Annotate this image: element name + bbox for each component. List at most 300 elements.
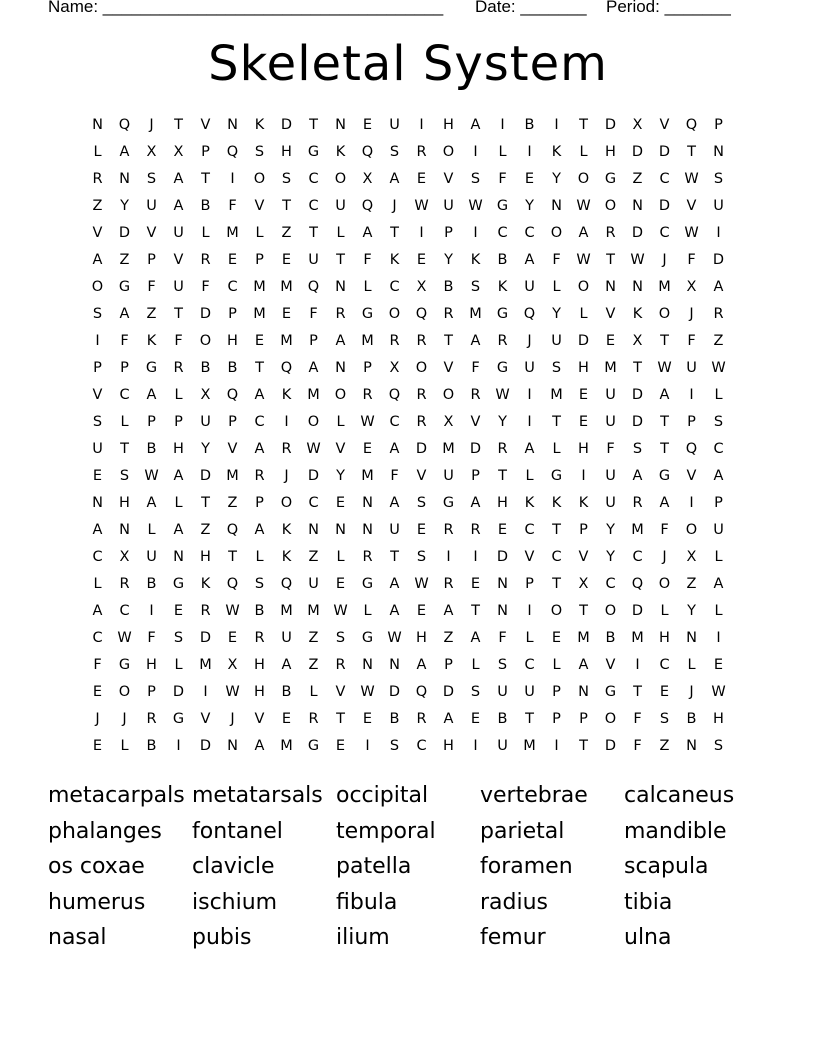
grid-letter: C (524, 657, 535, 673)
grid-letter: G (307, 738, 320, 754)
grid-letter: A (713, 576, 724, 592)
grid-letter: T (201, 495, 210, 511)
worksheet-header (48, 0, 768, 19)
grid-letter: K (146, 333, 157, 349)
grid-letter: O (442, 144, 455, 160)
grid-letter: N (119, 522, 130, 538)
grid-letter: E (362, 117, 373, 133)
grid-letter: X (200, 387, 211, 403)
grid-letter: U (389, 522, 400, 538)
grid-letter: A (524, 441, 535, 457)
grid-letter: M (631, 630, 644, 646)
grid-letter: L (336, 549, 345, 565)
grid-letter: E (362, 441, 373, 457)
grid-letter: G (604, 171, 617, 187)
grid-letter: N (335, 522, 346, 538)
grid-letter: K (281, 522, 292, 538)
grid-letter: D (280, 117, 293, 133)
word-bank-item: occipital (336, 783, 429, 808)
grid-letter: I (284, 414, 289, 430)
grid-letter: Z (227, 495, 238, 511)
grid-letter: D (307, 468, 320, 484)
grid-letter: O (91, 279, 104, 295)
grid-letter: T (174, 117, 183, 133)
grid-letter: L (93, 576, 102, 592)
word-bank-item: vertebrae (480, 783, 588, 808)
grid-letter: U (605, 468, 616, 484)
grid-letter: P (363, 360, 372, 376)
grid-letter: U (200, 414, 211, 430)
grid-letter: U (146, 198, 157, 214)
grid-letter: C (659, 657, 670, 673)
grid-letter: S (335, 630, 346, 646)
grid-letter: V (335, 441, 346, 457)
grid-letter: C (119, 603, 130, 619)
grid-letter: K (551, 495, 562, 511)
grid-letter: E (335, 576, 346, 592)
grid-letter: N (578, 684, 589, 700)
grid-letter: C (92, 549, 103, 565)
grid-letter: U (92, 441, 103, 457)
page-title: Skeletal System (208, 36, 608, 92)
grid-letter: N (389, 657, 400, 673)
grid-letter: Y (606, 522, 615, 538)
grid-letter: O (658, 306, 671, 322)
grid-letter: X (173, 144, 184, 160)
grid-letter: F (633, 738, 642, 754)
grid-letter: X (578, 576, 589, 592)
grid-letter: Q (361, 198, 374, 214)
grid-letter: L (552, 441, 561, 457)
grid-letter: M (253, 279, 266, 295)
grid-letter: D (658, 144, 671, 160)
grid-letter: L (498, 144, 507, 160)
grid-letter: E (254, 333, 265, 349)
grid-letter: A (362, 225, 373, 241)
grid-letter: U (497, 738, 508, 754)
grid-letter: R (119, 576, 130, 592)
grid-letter: P (714, 117, 723, 133)
grid-letter: J (527, 333, 532, 349)
grid-letter: M (280, 603, 293, 619)
grid-letter: N (119, 171, 130, 187)
word-search-grid (84, 112, 732, 760)
grid-letter: D (712, 252, 725, 268)
grid-letter: O (550, 225, 563, 241)
word-bank-item: nasal (48, 925, 107, 950)
grid-letter: U (713, 522, 724, 538)
grid-letter: A (173, 468, 184, 484)
grid-letter: E (281, 252, 292, 268)
grid-letter: E (335, 738, 346, 754)
grid-letter: T (552, 576, 561, 592)
grid-letter: P (444, 657, 453, 673)
grid-letter: I (473, 549, 478, 565)
grid-letter: O (577, 171, 590, 187)
grid-letter: V (659, 117, 670, 133)
grid-letter: P (579, 711, 588, 727)
grid-letter: L (201, 225, 210, 241)
grid-letter: U (173, 279, 184, 295)
grid-letter: E (659, 684, 670, 700)
grid-letter: I (689, 495, 694, 511)
grid-letter: G (307, 144, 320, 160)
grid-letter: G (604, 684, 617, 700)
grid-letter: R (362, 549, 373, 565)
word-bank-item: scapula (624, 854, 709, 879)
grid-letter: L (93, 144, 102, 160)
grid-letter: A (470, 333, 481, 349)
grid-letter: P (552, 684, 561, 700)
grid-letter: G (361, 576, 374, 592)
word-bank-item: fontanel (192, 818, 283, 844)
grid-letter: Q (685, 117, 698, 133)
grid-letter: M (280, 738, 293, 754)
grid-letter: H (146, 657, 157, 673)
grid-letter: C (254, 414, 265, 430)
grid-letter: U (443, 468, 454, 484)
grid-letter: T (606, 252, 615, 268)
grid-letter: T (552, 414, 561, 430)
grid-letter: E (362, 711, 373, 727)
grid-letter: E (416, 603, 427, 619)
grid-letter: J (662, 252, 667, 268)
grid-letter: L (120, 414, 129, 430)
grid-letter: U (524, 360, 535, 376)
word-bank-item: os coxae (48, 854, 145, 879)
grid-letter: Z (281, 225, 292, 241)
grid-letter: O (307, 414, 320, 430)
grid-letter: Q (388, 387, 401, 403)
grid-letter: Q (280, 576, 293, 592)
grid-letter: R (713, 306, 724, 322)
grid-letter: B (389, 711, 400, 727)
grid-letter: O (577, 279, 590, 295)
grid-letter: E (227, 630, 238, 646)
grid-letter: R (605, 225, 616, 241)
grid-letter: H (497, 495, 508, 511)
grid-letter: S (497, 657, 508, 673)
grid-letter: P (93, 360, 102, 376)
grid-letter: D (631, 414, 644, 430)
grid-letter: B (497, 252, 508, 268)
grid-letter: U (686, 360, 697, 376)
grid-letter: C (389, 414, 400, 430)
grid-letter: A (713, 279, 724, 295)
grid-letter: R (443, 306, 454, 322)
grid-letter: A (578, 657, 589, 673)
grid-letter: T (390, 225, 399, 241)
grid-letter: E (578, 387, 589, 403)
grid-letter: H (254, 657, 265, 673)
grid-letter: I (230, 171, 235, 187)
grid-letter: B (200, 198, 211, 214)
grid-letter: M (280, 333, 293, 349)
word-bank-item: radius (480, 889, 549, 915)
grid-letter: K (200, 576, 211, 592)
grid-letter: N (362, 522, 373, 538)
grid-letter: U (146, 549, 157, 565)
grid-letter: H (659, 630, 670, 646)
grid-letter: A (92, 522, 103, 538)
grid-letter: Y (606, 549, 615, 565)
grid-letter: C (308, 171, 319, 187)
grid-letter: P (471, 468, 480, 484)
grid-letter: W (711, 684, 726, 700)
grid-letter: D (199, 306, 212, 322)
grid-letter: A (659, 495, 670, 511)
grid-letter: L (336, 414, 345, 430)
grid-letter: T (282, 198, 291, 214)
grid-letter: D (199, 468, 212, 484)
grid-letter: G (496, 360, 509, 376)
grid-letter: D (604, 738, 617, 754)
grid-letter: T (309, 117, 318, 133)
grid-letter: G (361, 630, 374, 646)
grid-letter: V (200, 117, 211, 133)
grid-letter: M (631, 522, 644, 538)
grid-letter: D (199, 630, 212, 646)
grid-letter: N (173, 549, 184, 565)
grid-letter: N (335, 360, 346, 376)
grid-letter: S (389, 144, 400, 160)
grid-letter: Q (226, 576, 239, 592)
grid-letter: H (578, 441, 589, 457)
grid-letter: T (552, 522, 561, 538)
grid-letter: B (200, 360, 211, 376)
grid-letter: B (146, 738, 157, 754)
grid-letter: D (631, 603, 644, 619)
grid-letter: I (473, 144, 478, 160)
grid-letter: Q (226, 522, 239, 538)
grid-letter: W (144, 468, 159, 484)
grid-letter: F (390, 468, 399, 484)
word-bank-item: metacarpals (48, 783, 185, 808)
grid-letter: C (389, 279, 400, 295)
grid-letter: L (255, 549, 264, 565)
grid-letter: K (524, 495, 535, 511)
grid-letter: W (414, 198, 429, 214)
grid-letter: N (362, 495, 373, 511)
grid-letter: L (309, 684, 318, 700)
grid-letter: U (551, 333, 562, 349)
grid-letter: L (471, 657, 480, 673)
grid-letter: D (442, 684, 455, 700)
grid-letter: U (524, 279, 535, 295)
grid-letter: D (658, 198, 671, 214)
grid-letter: I (527, 144, 532, 160)
grid-letter: I (716, 630, 721, 646)
grid-letter: S (551, 360, 562, 376)
grid-letter: L (147, 522, 156, 538)
grid-letter: B (146, 576, 157, 592)
grid-letter: W (306, 441, 321, 457)
grid-letter: R (416, 387, 427, 403)
grid-letter: H (227, 333, 238, 349)
grid-letter: E (470, 576, 481, 592)
grid-letter: R (443, 522, 454, 538)
grid-letter: H (605, 144, 616, 160)
grid-letter: B (443, 279, 454, 295)
grid-letter: Y (336, 468, 345, 484)
grid-letter: N (686, 630, 697, 646)
grid-letter: F (498, 630, 507, 646)
grid-letter: J (149, 117, 154, 133)
grid-letter: F (633, 711, 642, 727)
grid-letter: C (632, 549, 643, 565)
grid-letter: R (497, 441, 508, 457)
grid-letter: R (200, 603, 211, 619)
grid-letter: W (495, 387, 510, 403)
grid-letter: Y (525, 198, 534, 214)
grid-letter: R (254, 468, 265, 484)
grid-letter: R (281, 441, 292, 457)
grid-letter: M (253, 306, 266, 322)
grid-letter: G (496, 306, 509, 322)
grid-letter: A (119, 306, 130, 322)
grid-letter: N (227, 738, 238, 754)
grid-letter: Q (631, 576, 644, 592)
grid-letter: V (686, 468, 697, 484)
grid-letter: A (659, 387, 670, 403)
grid-letter: H (119, 495, 130, 511)
grid-letter: B (605, 630, 616, 646)
grid-letter: D (577, 333, 590, 349)
grid-letter: Z (119, 252, 130, 268)
grid-letter: I (527, 603, 532, 619)
grid-letter: Z (146, 306, 157, 322)
grid-letter: C (659, 171, 670, 187)
grid-letter: N (92, 495, 103, 511)
grid-letter: O (334, 387, 347, 403)
grid-letter: U (308, 576, 319, 592)
grid-letter: S (632, 441, 643, 457)
grid-letter: C (497, 225, 508, 241)
grid-letter: H (578, 360, 589, 376)
word-bank-item: pubis (192, 925, 252, 950)
grid-letter: U (497, 684, 508, 700)
grid-letter: E (92, 684, 103, 700)
grid-letter: O (415, 360, 428, 376)
grid-letter: E (416, 522, 427, 538)
period-field-label: Period: _______ (606, 0, 731, 16)
grid-letter: W (117, 630, 132, 646)
grid-letter: V (254, 198, 265, 214)
grid-letter: P (444, 225, 453, 241)
grid-letter: A (308, 360, 319, 376)
grid-letter: X (146, 144, 157, 160)
grid-letter: E (524, 171, 535, 187)
grid-letter: A (389, 603, 400, 619)
grid-letter: Q (226, 144, 239, 160)
grid-letter: N (335, 117, 346, 133)
grid-letter: R (200, 252, 211, 268)
grid-letter: Q (361, 144, 374, 160)
grid-letter: Z (659, 738, 670, 754)
grid-letter: W (576, 252, 591, 268)
grid-letter: F (228, 198, 237, 214)
grid-letter: C (551, 549, 562, 565)
grid-letter: I (500, 117, 505, 133)
grid-letter: T (687, 144, 696, 160)
grid-letter: O (550, 603, 563, 619)
grid-letter: S (173, 630, 184, 646)
grid-letter: V (443, 360, 454, 376)
grid-letter: L (363, 279, 372, 295)
grid-letter: S (713, 738, 724, 754)
grid-letter: L (687, 657, 696, 673)
grid-letter: J (122, 711, 127, 727)
grid-letter: T (660, 441, 669, 457)
grid-letter: L (174, 387, 183, 403)
grid-letter: P (255, 252, 264, 268)
grid-letter: W (684, 225, 699, 241)
grid-letter: U (173, 225, 184, 241)
grid-letter: M (604, 360, 617, 376)
grid-letter: L (525, 468, 534, 484)
word-bank-item: temporal (336, 818, 436, 844)
grid-letter: C (92, 630, 103, 646)
grid-letter: G (550, 468, 563, 484)
grid-letter: L (255, 225, 264, 241)
grid-letter: C (416, 738, 427, 754)
grid-letter: Y (552, 306, 561, 322)
grid-letter: N (605, 279, 616, 295)
grid-letter: A (713, 468, 724, 484)
grid-letter: E (605, 333, 616, 349)
grid-letter: T (471, 603, 480, 619)
grid-letter: B (146, 441, 157, 457)
grid-letter: R (443, 576, 454, 592)
name-field-label: Name: ____________________________________ (48, 0, 444, 16)
grid-letter: P (147, 252, 156, 268)
grid-letter: F (174, 333, 183, 349)
grid-letter: K (497, 279, 508, 295)
grid-letter: H (254, 684, 265, 700)
grid-letter: C (524, 225, 535, 241)
grid-letter: E (335, 495, 346, 511)
grid-letter: Q (118, 117, 131, 133)
grid-letter: U (443, 198, 454, 214)
grid-letter: W (684, 171, 699, 187)
grid-letter: V (416, 468, 427, 484)
grid-letter: O (199, 333, 212, 349)
grid-letter: E (551, 630, 562, 646)
word-bank-item: femur (480, 925, 546, 950)
grid-letter: T (579, 117, 588, 133)
grid-letter: A (335, 333, 346, 349)
grid-letter: D (631, 387, 644, 403)
grid-letter: P (687, 414, 696, 430)
grid-letter: X (416, 279, 427, 295)
grid-letter: X (632, 117, 643, 133)
grid-letter: L (714, 603, 723, 619)
grid-letter: Y (444, 252, 453, 268)
grid-letter: Y (498, 414, 507, 430)
grid-letter: J (662, 549, 667, 565)
grid-letter: S (470, 171, 481, 187)
grid-letter: T (201, 171, 210, 187)
grid-letter: B (524, 117, 535, 133)
word-bank-item: ilium (336, 925, 390, 950)
grid-letter: W (414, 576, 429, 592)
grid-letter: I (365, 738, 370, 754)
grid-letter: W (360, 684, 375, 700)
grid-letter: P (525, 576, 534, 592)
grid-letter: W (468, 198, 483, 214)
grid-letter: D (388, 684, 401, 700)
grid-letter: R (335, 657, 346, 673)
